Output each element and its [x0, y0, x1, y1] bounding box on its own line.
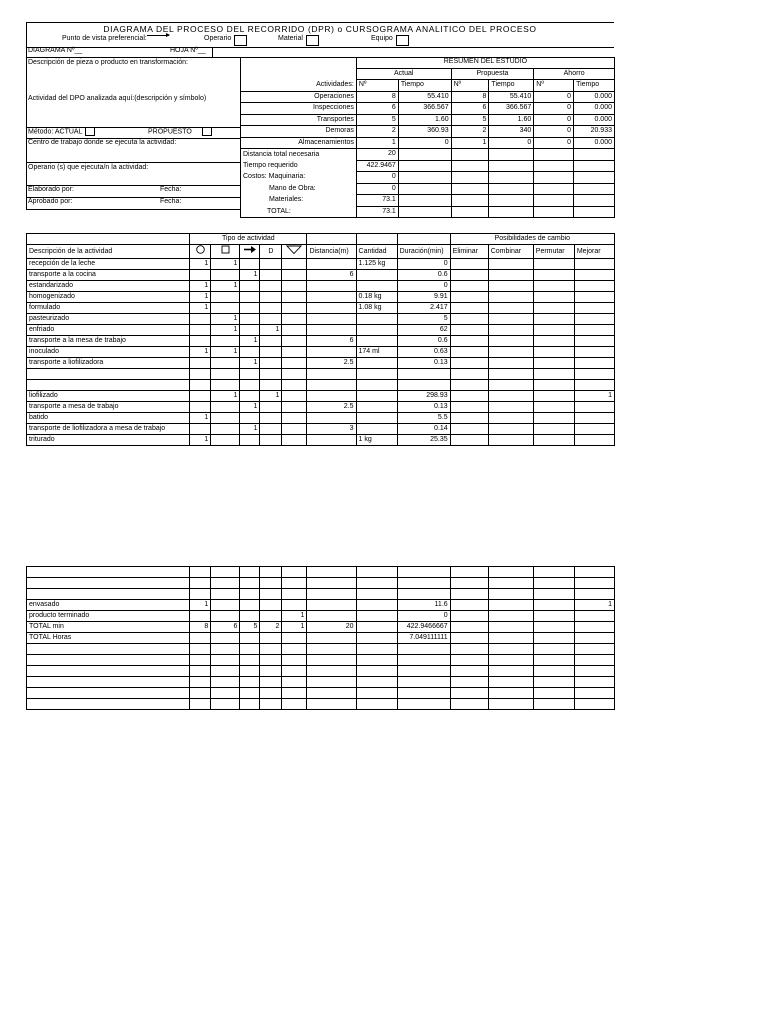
diagram-number: DIAGRAMA Nº__ [28, 47, 83, 54]
materiales-label: Materiales: [241, 195, 357, 207]
table-row: homogenizado 1 0.18 kg 9.91 [27, 292, 615, 303]
tipo-header: Tipo de actividad [190, 234, 307, 245]
arrow-icon [147, 35, 169, 36]
table-row: batido 1 5.5 [27, 413, 615, 424]
tiempo-value: 422.9467 [356, 160, 398, 172]
table-row: transporte a liofilizadora 1 2.5 0.13 [27, 358, 615, 369]
table-row: enfriado 1 1 62 [27, 325, 615, 336]
table-row [27, 567, 615, 578]
operario-option[interactable]: Operario [204, 35, 231, 42]
tiempo-label: Tiempo requerido [241, 160, 357, 172]
mano-label: Mano de Obra: [241, 183, 357, 195]
table-row [27, 655, 615, 666]
descripcion-label: Descripción de pieza o producto en transformación: [28, 59, 188, 66]
duracion-header: Duración(min) [397, 245, 450, 259]
table-row [27, 578, 615, 589]
total-label: TOTAL: [241, 206, 357, 218]
operario-checkbox[interactable] [234, 35, 247, 46]
transport-arrow-icon [240, 245, 260, 259]
mejorar-header: Mejorar [574, 245, 614, 259]
viewpoint-label: Punto de vista preferencial: [62, 35, 147, 42]
table-row [27, 589, 615, 600]
viewpoint-row [26, 35, 614, 47]
elaborado-label: Elaborado por: [28, 186, 74, 193]
table-row: transporte de liofilizadora a mesa de trabajo 1 3 0.14 [27, 424, 615, 435]
material-option[interactable]: Material [278, 35, 303, 42]
delay-d-icon: D [260, 245, 282, 259]
operarios-label: Operario (s) que ejecuta/n la actividad: [28, 164, 149, 171]
table-row: estandarizado 1 1 0 [27, 281, 615, 292]
summary-row: Transportes 5 1.60 5 1.60 0 0.000 [241, 114, 615, 126]
distancia-header: Distancia(m) [307, 245, 356, 259]
actual-header: Actual [356, 68, 451, 80]
table-row: producto terminado 1 0 [27, 611, 615, 622]
table-row: liofilizado 1 1 298.93 1 [27, 391, 615, 402]
table-row: formulado 1 1.08 kg 2.417 [27, 303, 615, 314]
table-row [27, 666, 615, 677]
distancia-value: 20 [356, 149, 398, 161]
metodo-actual-label[interactable]: Método: ACTUAL [28, 127, 95, 137]
desc-header: Descripción de la actividad [27, 245, 190, 259]
eliminar-header: Eliminar [450, 245, 488, 259]
inspection-square-icon [211, 245, 240, 259]
storage-triangle-icon [282, 245, 307, 259]
actividades-label: Actividades: [241, 80, 357, 92]
table-row [27, 380, 615, 391]
table-row [27, 677, 615, 688]
mano-value: 0 [356, 183, 398, 195]
activity-table [26, 233, 615, 446]
propuesto-checkbox[interactable] [202, 127, 212, 136]
costos-value: 0 [356, 172, 398, 184]
summary-row: Almacenamientos 1 0 1 0 0 0.000 [241, 137, 615, 149]
propuesta-header: Propuesta [451, 68, 534, 80]
posibilidades-header: Posibilidades de cambio [450, 234, 614, 245]
fecha-label-1: Fecha: [160, 186, 182, 193]
bottom-table [26, 566, 615, 710]
table-row: TOTAL Horas 7.049111111 [27, 633, 615, 644]
summary-row: Inspecciones 6 366.567 6 366.567 0 0.000 [241, 103, 615, 115]
operation-circle-icon [190, 245, 211, 259]
table-row [27, 699, 615, 710]
table-row: triturado 1 1 kg 25.35 [27, 435, 615, 446]
table-row: TOTAL min 8 6 5 2 1 20 422.9466667 [27, 622, 615, 633]
centro-label: Centro de trabajo donde se ejecuta la actividad: [28, 139, 177, 146]
combinar-header: Combinar [488, 245, 533, 259]
equipo-checkbox[interactable] [396, 35, 409, 46]
aprobado-label: Aprobado por: [28, 198, 73, 205]
table-row: transporte a la mesa de trabajo 1 6 0.6 [27, 336, 615, 347]
metodo-propuesto-label[interactable]: PROPUESTO [148, 127, 212, 137]
table-row: pasteurizado 1 5 [27, 314, 615, 325]
actividad-label: Actividad del DPO analizada aquí:(descripción y símbolo) [28, 95, 207, 102]
table-row: transporte a mesa de trabajo 1 2.5 0.13 [27, 402, 615, 413]
summary-row: Demoras 2 360.93 2 340 0 20.933 [241, 126, 615, 138]
sheet-number: HOJA Nº__ [170, 47, 206, 54]
table-row: inoculado 1 1 174 ml 0.63 [27, 347, 615, 358]
distancia-label: Distancia total necesaria [241, 149, 357, 161]
document-title: DIAGRAMA DEL PROCESO DEL RECORRIDO (DPR) o CURSOGRAMA ANALITICO DEL PROCESO [26, 22, 614, 34]
summary-title: RESUMEN DEL ESTUDIO [356, 57, 614, 68]
material-checkbox[interactable] [306, 35, 319, 46]
table-row [27, 369, 615, 380]
costos-label: Costos: Maquinaria: [241, 172, 357, 184]
actual-checkbox[interactable] [85, 127, 95, 136]
permutar-header: Permutar [533, 245, 574, 259]
summary-table: RESUMEN DEL ESTUDIO Actual Propuesta Ahorro Actividades: Nº Tiempo Nº Tiempo Nº Tiempo Operaciones 8 55.410 8 55.410 0 0.000 Inspecciones 6 366.567 6 366.567 0 0.000 Transportes 5 1.60 5 1.60 0 0.000 Demoras 2 360.93 2 340 0 20.933 Almacenamientos 1 0 1 0 0 0.000 Distancia total necesaria 20 Tiempo requerido 422.9467 Costos: Maquinaria: 0 Mano de Obra: 0 Materiales: 73.1 TOTAL: 73.1 [240, 57, 615, 218]
total-value: 73.1 [356, 206, 398, 218]
table-row [27, 688, 615, 699]
cantidad-header: Cantidad [356, 245, 397, 259]
materiales-value: 73.1 [356, 195, 398, 207]
table-row: transporte a la cocina 1 6 0.6 [27, 270, 615, 281]
summary-row: Operaciones 8 55.410 8 55.410 0 0.000 [241, 91, 615, 103]
ahorro-header: Ahorro [534, 68, 615, 80]
equipo-option[interactable]: Equipo [371, 35, 393, 42]
fecha-label-2: Fecha: [160, 198, 182, 205]
table-row: recepción de la leche 1 1 1.125 kg 0 [27, 259, 615, 270]
table-row: envasado 1 11.6 1 [27, 600, 615, 611]
table-row [27, 644, 615, 655]
